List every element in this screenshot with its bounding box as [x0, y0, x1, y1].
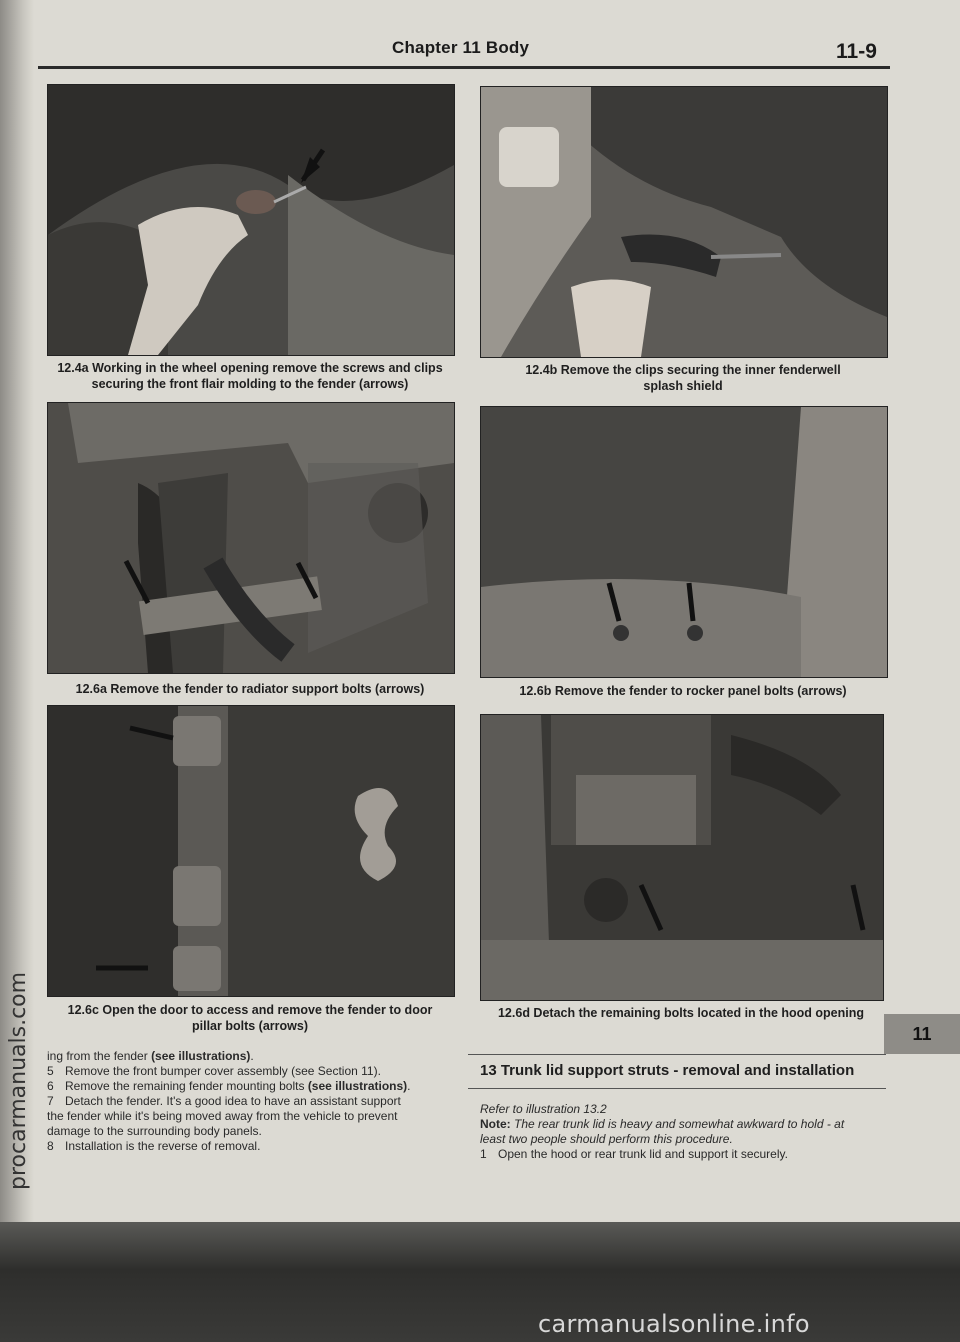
caption-12-6c: 12.6c Open the door to access and remove the fender to door pillar bolts (arrows)	[67, 1003, 433, 1033]
section-13-rule-bottom	[468, 1088, 886, 1089]
caption-12-6a: 12.6a Remove the fender to radiator support bolts (arrows)	[75, 682, 425, 696]
chapter-tab: 11	[884, 1014, 960, 1054]
photo-12-6a	[47, 402, 455, 674]
body-text-right: Refer to illustration 13.2 Note: The rear trunk lid is heavy and somewhat awkward to hold - at least two people should perform this procedure. 1 Open the hood or rear trunk lid and support it securely.	[480, 1102, 845, 1161]
caption-12-6b: 12.6b Remove the fender to rocker panel bolts (arrows)	[519, 684, 847, 698]
section-13-title: 13 Trunk lid support struts - removal and installation	[480, 1062, 855, 1079]
section-13-rule-top	[468, 1054, 886, 1055]
photo-12-6d	[480, 714, 884, 1001]
body-text-left: ing from the fender (see illustrations). 5 Remove the front bumper cover assembly (see Section 11). 6 Remove the remaining fender mounting bolts (see illustrations). 7 Detach the fender. It's a good idea to have an assistant support the fender while it's being moved away from the vehicle to prevent damage to the surrounding body panels. 8 Installation is the reverse of removal.	[47, 1049, 411, 1153]
caption-12-4b: 12.4b Remove the clips securing the inner fenderwell splash shield	[525, 363, 841, 393]
photo-12-6c	[47, 705, 455, 997]
scan-bottom-shadow	[0, 1222, 960, 1342]
chapter-title: Chapter 11 Body	[392, 38, 530, 57]
bottom-watermark: carmanualsonline.info	[538, 1310, 810, 1338]
page-number: 11-9	[836, 40, 877, 63]
photo-12-4a	[47, 84, 455, 356]
photo-12-4b	[480, 86, 888, 358]
side-watermark: procarmanuals.com	[6, 971, 31, 1190]
caption-12-6d: 12.6d Detach the remaining bolts located in the hood opening	[497, 1006, 864, 1020]
caption-12-4a: 12.4a Working in the wheel opening remove the screws and clips securing the front flair molding to the fender (arrows)	[57, 361, 443, 391]
header-rule	[38, 66, 890, 69]
photo-12-6b	[480, 406, 888, 678]
